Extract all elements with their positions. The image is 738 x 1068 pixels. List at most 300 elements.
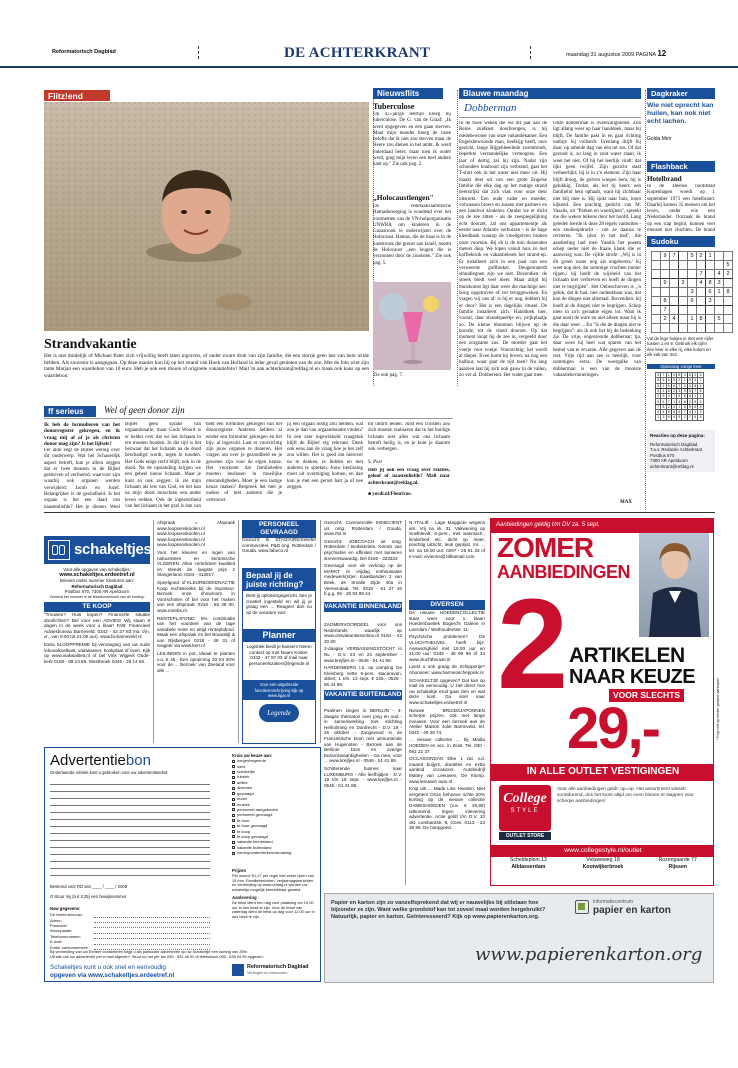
sudoku-cell[interactable]: 1 (715, 288, 724, 297)
advert-text-line[interactable] (50, 862, 210, 869)
schakeltjes-online-link[interactable]: opgeven via www.schakeltjes.erdeetref.nl (50, 971, 175, 979)
rubric-option[interactable]: te koop gevraagd (232, 834, 317, 839)
sudoku-cell[interactable]: 6 (688, 297, 697, 306)
sudoku-solution-grid (655, 372, 704, 421)
sudoku-solution-cell: 5 (673, 378, 675, 383)
college-url[interactable]: www.collegestyle.nl/outlet (491, 845, 714, 857)
sudoku-solution-cell: 4 (657, 388, 660, 393)
sudoku-cell[interactable] (724, 297, 733, 306)
sudoku-solution-cell: 6 (667, 415, 670, 420)
sudoku-cell[interactable] (724, 315, 733, 324)
papier-logo-icon (575, 900, 589, 914)
advert-text-line[interactable] (50, 792, 210, 799)
sudoku-solution-cell: 4 (662, 410, 665, 415)
sudoku-cell[interactable] (679, 306, 688, 315)
sudoku-solution-cell: 4 (683, 373, 686, 378)
contact-line: T.a.v. Redactie Achterkrant (650, 447, 703, 453)
serieus-col5: tot uitdrit leiden. Juist een christen zou zich moeten realiseren dat in het huidige lichaam niet alles wat ons lichaam betreft heilig is, en je kunt je daarom ook verbergen. (368, 422, 450, 453)
advert-text-line[interactable] (50, 778, 210, 785)
sudoku-cell[interactable]: 8 (706, 279, 715, 288)
sudoku-solution-cell: 1 (683, 378, 686, 383)
sudoku-cell[interactable] (652, 315, 661, 324)
sudoku-solution-cell: 3 (688, 410, 691, 415)
rubric-option[interactable]: muziek (232, 802, 317, 807)
cocktail-image (373, 282, 451, 370)
sudoku-solution-cell: 7 (662, 373, 665, 378)
sudoku-cell[interactable]: 4 (715, 270, 724, 279)
cocktail-caption: Zie ook pag. 7. (373, 373, 404, 378)
classified-col4: Gezocht: Commerciële INDIECIENT uit omg. Rotterdam / Gouda. www.rhs.nl Gezocht: JOBCOACH uit omg. Rotterdam / Bodskeriets. Kennis van psychiatrie en affiniteit met tuinieren strevenswaardig. Bel 0180 - 323333 Gevraagd voor de verkoop op de MARKT te vrijdag enthousiaste medewerk(st)er. Kaasbanden 2 van Beek, de Smalle Zijde 40a in Veenendaal. Tel. 0318 - 51 27 16 b.g.g. 06 - 28 93 89 44. (324, 520, 402, 597)
beach-boy-image (44, 102, 369, 331)
advert-text-lines[interactable] (50, 778, 210, 876)
sudoku-solution-cell: 2 (694, 373, 697, 378)
college-banner: Aanbiedingen geldig t/m DV za. 5 sept. (491, 519, 713, 533)
sudoku-cell[interactable]: 1 (688, 315, 697, 324)
advert-text-line[interactable] (50, 820, 210, 827)
sudoku-cell[interactable] (688, 279, 697, 288)
planner-web[interactable]: Voor een uitgebreide functieomschrijving kijk op www.ligai.nl (243, 680, 315, 700)
strandvakantie-photo (44, 102, 369, 331)
sudoku-solution-cell: 6 (657, 399, 660, 404)
sudoku-solution-row (656, 399, 704, 404)
dobberman-col2: Onze dobberman is overezaligheden. Zon ligt allang weer op haar handdoek, maar hij blijft. De familie pakt in en gaat richting ontbijt: hij volhardt. Urenlang drijft hij daar, op arbeide dag van één tot zes. Of dat gezond is, zo lang in zout water staan, ik weet het niet. Of hij het leerlijk vindt: dat lijkt geen twijfel. Zijn gezicht staat verheerlijkt; hij is in z'n element. Zijn haar blijft droog, de golven wiegen hem, hij is gelukkig. Totdat, als het tij keert, een familielid hem ophaalt, want hij zichtbaar niet blij mee is. Hij sjokt naar huis, loom kijkend. Een prachtig gedicht van M. Vasalis, uit "Parken en woestijnen", spreekt me die weken telkens door het hoofd. Lang geleden leerde ik deze 28 regels vanbuiten - een studieopdracht - om ze daarna te reciteren. "Ik ijlsst in het bad", die aandoeling had toen Vasalis het poeem schep neder niet de fraaie klank die er aanwezig was. De vijfde strofe: „Wij is in dit groen water nog als ongeboren;/ hij weet nog niet, dat sommige vrachten immer rijpen,/ hij hoeft de wijsheid van het lichaam niet verbreven en hoeft de dingen niet te begrijpen". Het Onbeschreven is „'n geluk, dat ik had, niet ondenkbaar was, dat kon de dingen niet allemaal. Bovendien: hij hoeft al de dingen niet te begrijpen. Schep niets in zo'n geraakte eigen lot. Want ik gaat nooit de ware en niet alleen maar hij is die daar weer ... En "Is die de dingen niet te begrijpen": als ik ook het bij de bedenking zie. De vrije, ongestoorde dobberaar: tja, daar wees hij heel wat sparen van het hemel van te ervaren. Alle gegeven aan de rest. Vrije tijd aan zee is heerlijk, voor sommigen extra. De weergalke van dobberman is een van de mooiste vakantieherinneringen. (553, 121, 641, 378)
strandvakantie-text: Het is niet duidelijk of Michael Pater zich vrijwillig heeft laten ingraven, of onder zware druk van zijn familie, die een stortje geen last van hem wilde hebben. Als souvenir is aangegaan. Op deze manier kon hij op het strand van Hoek van Holland in ieder geval genieten van de zon. Met de foto wint zijn tante Marjan een waardebon van 10 euro. Heb je ook een mooie of originele vakantiefoto? Mail 'm aan achterkrant@refdag.nl en maak ook kans op een waardebon. (44, 353, 369, 379)
sudoku-cell[interactable] (652, 270, 661, 279)
sudoku-solution-cell: 1 (699, 383, 702, 388)
class-rule-1 (153, 520, 154, 743)
sudoku-cell[interactable] (670, 324, 679, 333)
sudoku-cell[interactable] (715, 252, 724, 261)
serieus-col4: jij een orgaan nodig zou hebben, wat zou je dan van orgaandonatie vinden? In een zeer ingewikkeld vraagstuk blijft de Bijbel erg relevant. Denk ook eens aan de vraag hoe je het zelf zou willen. Het is goed om hierover na te denken, te bidden en met anderen te spreken. Jouw beslissing moet uit overtuiging komen, en dan kun je met een gerust hart ja of nee zeggen. (287, 422, 363, 490)
sudoku-cell[interactable]: 7 (697, 270, 706, 279)
sudoku-solution-cell: 5 (688, 388, 691, 393)
sudoku-solution-cell: 5 (678, 394, 681, 399)
sudoku-solution-cell: 3 (678, 388, 681, 393)
rubrics-box[interactable]: Kruis uw keuze aan: zorgenbegeerde werk schakeltje rubriek artikle diversen gevraagd huren muziek personeel aangeboden personeel gevraagd te huur te huur gevraagd te koop te koop gevraagd vakantie binnenland vakantie buitenland correspondentie/kennismaking (232, 753, 317, 856)
sudoku-cell[interactable] (652, 261, 661, 270)
sudoku-solution-cell: 8 (657, 378, 660, 383)
sudoku-solution-cell: 8 (683, 399, 686, 404)
sudoku-cell[interactable] (724, 306, 733, 315)
advert-text-line[interactable] (50, 813, 210, 820)
contact-line: 7300 AR Apeldoorn (650, 458, 688, 464)
sudoku-solution-cell: 6 (694, 404, 697, 409)
sudoku-cell[interactable] (661, 324, 670, 333)
advert-text-line[interactable] (50, 799, 210, 806)
serieus-rule (44, 418, 453, 419)
bepaal-text: Bent jij oplossingsgericht, ben je creatief ingesteld en wil jij je graag een ... Reageer dan nu op de vacature van: (246, 593, 312, 615)
planner-ad (242, 568, 316, 744)
sudoku-cell[interactable] (697, 297, 706, 306)
sudoku-cell[interactable]: 3 (688, 288, 697, 297)
dagkraker-quote: Wie niet oprecht kan huilen, kan ook niet echt lachen. (647, 102, 714, 126)
checkbox-icon[interactable] (232, 776, 235, 779)
sudoku-solution-cell: 1 (657, 415, 660, 420)
zomer-text: ZOMER (497, 532, 594, 563)
rubric-option[interactable]: personeel aangeboden (232, 807, 317, 812)
rubric-option[interactable]: vakantie binnenland (232, 839, 317, 844)
dobberman-col1: In de twee weken die we dit jaar aan de Reine zuidkust doorbrengen, is hij medebewoner van onze vakantiekamer. Een Engelsbewoonde man, heelkijg heeft, nors gezicht, lange Bijgebleeelnde zwembroek, beperkte verstandelijke vermogens. Een jaar of dertig zal hij zijn. Nadat zijn schouders knalrood zijn verbrand, gaat het T-shirt ook in het water niet meer uit. Hij maakt deel uit van een grote Engelse familie die elke dag op het matige strand neerstrijkt dat zich vlak voor onze deur uitstrekt. Een oude vader en moeder, volwassen broers en zussen met partners en een handvol kinderen. Omdat we er dicht op de zee zitten - als de zeespiegelijking echt doorzet, zal ons appartementje als eerste naar Atlantis verhuizen - is de hage kleedbank waarop de vloedgolven broken onze voortuin. Bij eb is de tuin duizenden meters diep. We lopen vanuit huis zo met koffiekruik en vakantieboek het strand-op. Er installeert zich in een paal van een verweerde golfbreker. Deugenraterdt strandlegnen zijn we niet. Bovendien: de streek biedt veel meer. Maar altijd bij thuiskomst ligt daar weer die machtige zee: hoog opgetroven of ver teruggeweken. En vragen wij ons af: is hij er nog, dobbert hij er door? Het is een dagelijks ritueel. De familie installeert zich. Handdoek hier, vooral, daar strandspeeltje en, prijkplaatje zo. De kleine blommen blijven op de hoorde, tot de vloed doorzet. Op dat moment loopt hij de zee in, vergeefd door een zorgzame zus. De moeder gaat het voetje voor voetje. Voorzichtig: het wordt al dieper. Even komt hij boven, na nog een halfuur, waar gaat de tijd toen? Na lang aanzien laat hij zich ook gauw in de vallen, zo ver al. Dobberend. Het water gaat mee. (459, 121, 547, 378)
checkbox-icon[interactable] (232, 760, 235, 763)
sudoku-row (652, 252, 733, 261)
sudoku-cell[interactable] (724, 252, 733, 261)
college-style-ad[interactable] (490, 518, 714, 886)
sudoku-solution-cell: 3 (673, 404, 675, 409)
sudoku-solution-row (656, 410, 704, 415)
papier-ad[interactable] (324, 893, 714, 983)
checkbox-icon[interactable] (232, 825, 235, 828)
vakantie-binnenland-head: VAKANTIE BINNENLAND (324, 602, 402, 612)
checkbox-icon[interactable] (232, 846, 235, 849)
sudoku-cell[interactable] (706, 324, 715, 333)
serieus-col1: Fer aldo zegt de Bijbel weinig over dit onderwerp. Wat het Schaoerlijk aspect betreft, kun je allera zeggen dat er twee mensen in de Bijbel gestorven of verfoemd, waarvoor zijn waarbij ook organen werden verwijderd: Jacob en Jozef. Belangrijker is de gezindheid. Is het orgaan is het een daad van naastenliefde? Het je dienen. Weel (44, 448, 120, 510)
sudoku-cell[interactable] (688, 324, 697, 333)
sudoku-cell[interactable]: 5 (715, 315, 724, 324)
sudoku-tag: Sudoku (647, 236, 715, 247)
sudoku-cell[interactable] (670, 279, 679, 288)
sudoku-solution-cell: 8 (662, 404, 665, 409)
sudoku-solution-cell: 9 (673, 373, 675, 378)
sudoku-cell[interactable] (679, 297, 688, 306)
rubric-option[interactable]: vakantie buitenland (232, 845, 317, 850)
sudoku-grid[interactable] (651, 251, 733, 333)
naw-field[interactable]: Telefoonnummer: (50, 934, 210, 939)
vakantie-buitenland-head: VAKANTIE BUITENLAND (324, 690, 402, 700)
checkbox-icon[interactable] (232, 803, 235, 806)
naw-field[interactable]: Postcode: (50, 923, 210, 928)
naw-field[interactable]: E-mail: (50, 939, 210, 944)
serieus-footer2: ■ yordi.nl/Fleuricus. (368, 492, 412, 497)
sudoku-solution-cell: 6 (678, 410, 681, 415)
sudoku-cell[interactable] (670, 261, 679, 270)
advertentiebon-title: Advertentiebon (50, 752, 151, 769)
checkbox-icon[interactable] (232, 830, 235, 833)
advert-text-line[interactable] (50, 827, 210, 834)
serieus-footer: Heb jij ook een vraag over relaties, geloof of naastenliefde? Mail naar achterkrant@refdag.nl. (368, 468, 450, 486)
sudoku-cell[interactable] (715, 306, 724, 315)
sudoku-cell[interactable] (706, 261, 715, 270)
vakantie-binnenland: ZAOMERVOORDEEL voor ons Nederlands waarlijk op www.onsvakantiesonline.nl 0184 - 42 20 80 2-daagse VERBASSINGSTOCHT in NL - D.V. 23 en 24 september - www.krejfjes.nl - 0546 - 51 41 88. HARDENBERG t.k. op camping De Kleinberg nette 6-pers. stacaravan, dirket, 1 t/m. 13 sept. € 225,- 0525 - 66 44 98. (324, 622, 402, 686)
college-shops (491, 857, 714, 870)
sudoku-cell[interactable]: 8 (724, 288, 733, 297)
class-rule-2 (238, 520, 239, 743)
sudoku-cell[interactable] (670, 306, 679, 315)
section-title: DE ACHTERKRANT (284, 45, 431, 61)
header-divider-right (530, 46, 532, 59)
naw-field[interactable]: Adres: (50, 918, 210, 923)
sudoku-cell[interactable] (652, 306, 661, 315)
advert-text-line[interactable] (50, 855, 210, 862)
placed-label: Bestemd voor RD van ____ / ____ / 2009 (50, 884, 128, 889)
sudoku-cell[interactable] (670, 270, 679, 279)
sudoku-cell[interactable] (706, 306, 715, 315)
sudoku-cell[interactable]: 5 (724, 261, 733, 270)
sudoku-cell[interactable]: 7 (661, 306, 670, 315)
sudoku-solution-cell: 6 (688, 373, 691, 378)
sudoku-cell[interactable]: 8 (697, 315, 706, 324)
sudoku-row (652, 306, 733, 315)
model-image (639, 533, 709, 637)
sudoku-cell[interactable] (724, 324, 733, 333)
papier-logo-small: informatiecentrum (593, 899, 634, 905)
sudoku-cell[interactable] (661, 270, 670, 279)
classified-col1: "Trouwen? Huis kopen? Financiële situatie doorlichten? Bel voor een ADVIES! Wij staan 8 dagen in de week voor u klaar! FAB: Financieel Adviesbureau Barneveld: 0342 - 42 37 83 ma. t/m. vr., van 9.00 tot 21.00 uur). www.fa-barneveld.nl Extra SLOOPPREMIE bij vervanging van uw oude inbouwkoelkast, vaatwasser, kookplaat of oven. Kijk op www.viakwaliteit.nl of bel Vink Wijgeel Oude-kerk 0180 - 69 13 86. Westbroek 0346 - 28 14 56. (44, 612, 150, 664)
rubric-option[interactable]: personeel gevraagd (232, 812, 317, 817)
sudoku-cell[interactable] (706, 315, 715, 324)
contact-box (647, 430, 715, 472)
sudoku-solution-cell: 5 (667, 410, 670, 415)
sudoku-cell[interactable]: 9 (661, 279, 670, 288)
college-shop: Scheldeplein 13 Alblasserdam (509, 857, 547, 870)
advert-text-line[interactable] (50, 785, 210, 792)
sudoku-solution-cell: 3 (667, 394, 670, 399)
sudoku-cell[interactable]: 5 (688, 252, 697, 261)
planner-title: Planner (243, 629, 315, 642)
sudoku-solution-cell: 7 (673, 394, 675, 399)
tuberculose-title: Tuberculose (373, 102, 415, 111)
header-divider (198, 46, 200, 59)
rubric-option[interactable]: zorgenbegeerde (232, 758, 317, 763)
rubric-option[interactable]: te huur (232, 818, 317, 823)
advert-text-line[interactable] (50, 848, 210, 855)
college-logo: College STYLE (499, 785, 551, 831)
serieus-tag: ff serieus (44, 406, 96, 417)
advert-text-line[interactable] (50, 841, 210, 848)
rd-logo-icon (232, 964, 244, 976)
rubric-option[interactable]: werk (232, 764, 317, 769)
advert-text-line[interactable] (50, 869, 210, 876)
sudoku-solution-cell: 6 (683, 394, 686, 399)
rubric-option[interactable]: diversen (232, 785, 317, 790)
sudoku-cell[interactable] (661, 288, 670, 297)
sudoku-cell[interactable] (652, 252, 661, 261)
sudoku-solution-cell: 7 (667, 399, 670, 404)
contact-line: achterkrant@refdag.nl (650, 463, 694, 469)
dobberman-rule (459, 117, 641, 118)
square-icon: ■ (368, 492, 373, 497)
rubric-option[interactable]: correspondentie/kennismaking (232, 850, 317, 855)
sudoku-cell[interactable]: 9 (661, 252, 670, 261)
sudoku-cell[interactable] (688, 261, 697, 270)
sudoku-cell[interactable]: 1 (706, 252, 715, 261)
schakel-icon (48, 540, 70, 560)
sudoku-solution-cell: 1 (678, 404, 681, 409)
schakeltjes-site-link[interactable]: www.schakeltjes.erdeetref.nl (59, 571, 135, 578)
sudoku-solution-cell: 2 (688, 399, 691, 404)
sudoku-solution-row (656, 373, 704, 378)
personeel-ad: Gezocht: Ik STAGIAIRE/Inleefer commerciëel, P&D ong. Rotterdam / Gouda. www.fabeco.nl (242, 537, 316, 554)
sudoku-solution-cell: 3 (694, 378, 697, 383)
sudoku-solution-cell: 7 (683, 410, 686, 415)
checkbox-icon[interactable] (232, 787, 235, 790)
sudoku-solution-cell: 6 (699, 388, 702, 393)
checkbox-icon[interactable] (232, 814, 235, 817)
sudoku-cell[interactable] (724, 279, 733, 288)
sudoku-cell[interactable] (679, 288, 688, 297)
sudoku-cell[interactable] (679, 315, 688, 324)
advert-text-line[interactable] (50, 806, 210, 813)
diversen-head: DIVERSEN (409, 600, 485, 610)
sudoku-solution-cell: 1 (694, 410, 697, 415)
advert-text-line[interactable] (50, 834, 210, 841)
naw-field[interactable]: Ender cantonnement: (50, 945, 210, 950)
sudoku-cell[interactable] (652, 279, 661, 288)
advertentiebon-online: Schakeltjes kunt u ook snel en eenvoudig opgeven via www.schakeltjes.erdeetref.nl (50, 964, 175, 979)
voor-slechts: VOOR SLECHTS (609, 689, 684, 702)
sudoku-cell[interactable] (706, 270, 715, 279)
sudoku-cell[interactable]: 4 (697, 279, 706, 288)
sudoku-solution-cell: 1 (673, 399, 675, 404)
header-rule (0, 66, 738, 68)
sudoku-solution-cell: 9 (657, 410, 660, 415)
class-rule-3 (320, 520, 321, 743)
sudoku-cell[interactable]: 2 (679, 279, 688, 288)
sudoku-solution-cell: 9 (688, 404, 691, 409)
checkbox-icon[interactable] (232, 835, 235, 838)
checkbox-icon[interactable] (232, 852, 235, 855)
sudoku-solution-cell: 5 (699, 373, 702, 378)
sudoku-solution-cell: 9 (678, 415, 681, 420)
rubric-option[interactable]: schakeltje (232, 769, 317, 774)
schakeltjes-info: Voor alle opgaven van schakeltjes: www.schakeltjes.erdeetref.nl Brieven onder nummer toesturen aan: Reformatorisch Dagblad Postbus 670, 7300 AR Apeldoorn Vermeld het nummer in de linkerbovenhoek van de envelop (44, 567, 150, 601)
sudoku-cell[interactable]: 4 (670, 315, 679, 324)
sudoku-solution-cell: 8 (694, 383, 697, 388)
classified-col2: Afspraak = Afspraak www.loopsenskoolen.nl www.loopsenskoolen.nl www.loopsenskoolen.nl www.loopsenskoolen.nl Voor het kleuren en ingen van natuursteen en keramische VLOEREN. Allen certelicken kwaliteit en steeds de laagste prijs 2 Slangerland, 0184 - 413917. Speelgoed: of KLEURBOEKENACTIE Koop rechtstreeks bij de importeur. Bezoek onze showroom in Voorschoten of bel voor het maken van een afspraak: 0318 - 65 39 00. www.mirebs.nl. RENTEPLAFOND: 5% combinatie van het voordeel van de lage variabele rente en altijd renteplafond. Maak een afspraak en bel Bouwstijl & van Rijsbergen 0318 - 49 31 of reageer via www.kerr.nl LEILINDEN in pot, ideaal te planten v.a. € 45,- Een opruiming 20 tot 30% voor de ... Bezoek: van Zeeland voor alle ... (157, 520, 235, 673)
checkbox-icon[interactable] (232, 781, 235, 784)
serieus-lead: Ik heb de formulieren van het donorregister gekregen, en ik vraag mij af of je als christen donor mag zijn? Is het lijfsels? (44, 422, 120, 448)
holocaust-title: „Holocaustlengen" (373, 193, 434, 202)
nieuwsflits-tag: Nieuwsflits (373, 88, 443, 99)
sudoku-cell[interactable] (661, 261, 670, 270)
flashback-title: Hotelbrand (647, 175, 682, 183)
checkbox-icon[interactable] (232, 808, 235, 811)
header-date: maandag 31 augustus 2009 PAGINA 12 (566, 49, 667, 58)
sudoku-cell[interactable]: 8 (661, 297, 670, 306)
serieus-col3: hebt een formulier gekregen van het donorregister. Anderen hebben al eerder een formulier gekregen en het bijv. al ingevuld. Laat er voorzichtig zijn jouw organen te doneren. Het vragen om over je gezondheid en je geweten zijn voor de eigen keuze. Het voorkomt dat familieleden moeten beslissen in moeilijke omstandigheden. Moet je een lastige keuze maken? Bespreek het met je ouders of met anderen die je vertrouwt. (206, 422, 282, 503)
sudoku-cell[interactable] (679, 324, 688, 333)
sudoku-cell[interactable]: 6 (706, 288, 715, 297)
sudoku-solution-row (656, 383, 704, 388)
vakantie-buitenland: Psalmen zingen in BERLIJN - 4-daagse thematoir over jong en oud - in samenwerking met stichting Heiholming en Dordrecht - D.V. 19 - 26 oktober - Zangavond in de Französische Dom met uitmuntende van Hugenoten - Bezoek aan de Berliner Dom en overige bezienswaardigheden - Ga mee, voor ... www.krejfjes.nl - 0546 - 51 41 88. Schitterende busreis naar LUXEMBURG - Alle leefbijdjes - D.V. 19 t/m 18 sept. - www.krejfjes.nl - 0546 - 51 41 88. (324, 708, 402, 788)
cocktail-photo (373, 282, 451, 370)
sudoku-cell[interactable] (697, 261, 706, 270)
schakeltjes-word: schakeltjes (74, 541, 152, 558)
sudoku-cell[interactable] (715, 261, 724, 270)
sudoku-cell[interactable] (679, 270, 688, 279)
sudoku-cell[interactable] (688, 306, 697, 315)
sudoku-cell[interactable] (679, 261, 688, 270)
naw-fields[interactable]: Naw gegevens: De heer/mevrouw: Adres: Postcode: Woonplaats: Telefoonnummer: E-mail: Ender cantonnement: (50, 906, 210, 950)
sudoku-cell[interactable]: 7 (670, 252, 679, 261)
sudoku-solution-cell: 8 (688, 394, 691, 399)
outlet-banner: IN ALLE OUTLET VESTIGINGEN (491, 764, 714, 781)
rubric-option[interactable]: te huur gevraagd (232, 823, 317, 828)
sudoku-cell[interactable] (697, 288, 706, 297)
flashback-tag: Flashback (647, 161, 715, 172)
sudoku-solution-row (656, 404, 704, 409)
times-label[interactable]: O Stuur mij (á € 3,25) een bewijsnummer (50, 894, 127, 899)
contact-line: Reformatorisch Dagblad (650, 441, 698, 447)
sudoku-cell[interactable] (652, 297, 661, 306)
sudoku-solution-cell: 3 (683, 383, 686, 388)
sudoku-cell[interactable] (697, 324, 706, 333)
sudoku-cell[interactable] (652, 324, 661, 333)
rubric-option[interactable]: huren (232, 796, 317, 801)
rubric-option[interactable]: te koop (232, 829, 317, 834)
sudoku-cell[interactable]: 2 (661, 315, 670, 324)
papier-url[interactable]: www.papierenkarton.org (475, 944, 703, 965)
sudoku-row (652, 315, 733, 324)
sudoku-cell[interactable] (688, 270, 697, 279)
checkbox-icon[interactable] (232, 792, 235, 795)
sudoku-solution-cell: 1 (667, 373, 670, 378)
sudoku-instructions: Vul de lege hokjes in met een cijfer tussen 1 en 9. Gebruik elk cijfer één keer in elke rij, elke kolom en elk vak van 3x3. (647, 336, 714, 357)
checkbox-icon[interactable] (232, 771, 235, 774)
sudoku-row (652, 261, 733, 270)
contact-title: Reacties op deze pagina: (650, 433, 705, 438)
contact-lines (650, 442, 712, 470)
sudoku-solution-cell: 7 (688, 415, 691, 420)
checkbox-icon[interactable] (232, 765, 235, 768)
rubric-option[interactable]: gevraagd (232, 791, 317, 796)
sudoku-solution-row (656, 378, 704, 383)
sudoku-cell[interactable]: 2 (697, 252, 706, 261)
artikelen-text: ARTIKELEN (569, 644, 685, 667)
sudoku-solution-cell: 4 (667, 378, 670, 383)
sudoku-solution-row (656, 415, 704, 420)
sudoku-cell[interactable] (670, 288, 679, 297)
sudoku-cell[interactable]: 3 (715, 279, 724, 288)
papier-logo-big: papier en karton (593, 905, 671, 916)
sudoku-row (652, 297, 733, 306)
checkbox-icon[interactable] (232, 841, 235, 844)
sudoku-solution-cell: 3 (699, 399, 702, 404)
sudoku-cell[interactable] (715, 324, 724, 333)
sudoku-solution-cell: 4 (678, 399, 681, 404)
sudoku-solution-cell: 5 (694, 415, 697, 420)
sudoku-solution-cell: 2 (683, 415, 686, 420)
rubric-option[interactable]: artikle (232, 780, 317, 785)
sudoku-solution-cell: 9 (688, 378, 691, 383)
naar-keuze-text: NAAR KEUZE (569, 666, 696, 688)
sudoku-cell[interactable] (679, 252, 688, 261)
sudoku-cell[interactable] (715, 297, 724, 306)
checkbox-icon[interactable] (232, 798, 235, 801)
sudoku-solution-cell: 5 (662, 399, 665, 404)
sudoku-cell[interactable] (697, 306, 706, 315)
holocaust-text: De rederaalislamitische Hamasbeweging is woedend over het voornemen van de VN-hulporganisatie UNWRA om kinderen in de Gazastrook te onderwijzen over de Holocaust. Hamas, die de baas is in de kuststrook die grenst aan Israël, noemt de Holocaust „een leugen die is verzonnen door de zionisten." Zie ook pag. 5. (373, 204, 451, 266)
naw-field[interactable]: Woonplaats: (50, 928, 210, 933)
model-photo (639, 533, 709, 637)
sudoku-solution-cell: 2 (678, 378, 681, 383)
flashback-text: In de Deense hoofdstad Kopenhagen woedt op 1 september 1973 een hotelbrand. Daarbij komen 35 mensen om het leven, onder wie een Nederlander. Oorzaak de brand op een trap begint, kunnen veel mensen niet vluchten. De brand (647, 184, 715, 234)
sudoku-solution-cell: 2 (699, 410, 702, 415)
rubric-option[interactable]: rubriek (232, 774, 317, 779)
naw-field[interactable]: De heer/mevrouw: (50, 912, 210, 917)
advertentiebon-small: Bij vermelding van uw Eeriber contanteren krijgt u als particulier advertentie op uw Schakeltje een korting van 25%. Uit wilt ook uw advertentie per e-mail afgeven? Stuur nu het per fax 055 - 542 48 02 of telefonisch 055 - 539 04 99 opgeven. (50, 949, 264, 959)
planner-text: Logistiek biedt je kansen! Neem contact op met Naam Koster, 0342 - 47 97 03 of mail naar personeelszaken@legende.nl (246, 644, 312, 667)
sudoku-cell[interactable] (670, 297, 679, 306)
sudoku-solution-cell: 7 (694, 388, 697, 393)
sudoku-row (652, 279, 733, 288)
sudoku-solution-title: Oplossing vorige keer (647, 364, 715, 369)
sudoku-cell[interactable]: 2 (724, 270, 733, 279)
sudoku-cell[interactable] (652, 288, 661, 297)
legende-logo: Legende (259, 704, 299, 722)
sudoku-cell[interactable]: 3 (706, 297, 715, 306)
sudoku-solution-cell: 6 (673, 383, 675, 388)
checkbox-icon[interactable] (232, 819, 235, 822)
